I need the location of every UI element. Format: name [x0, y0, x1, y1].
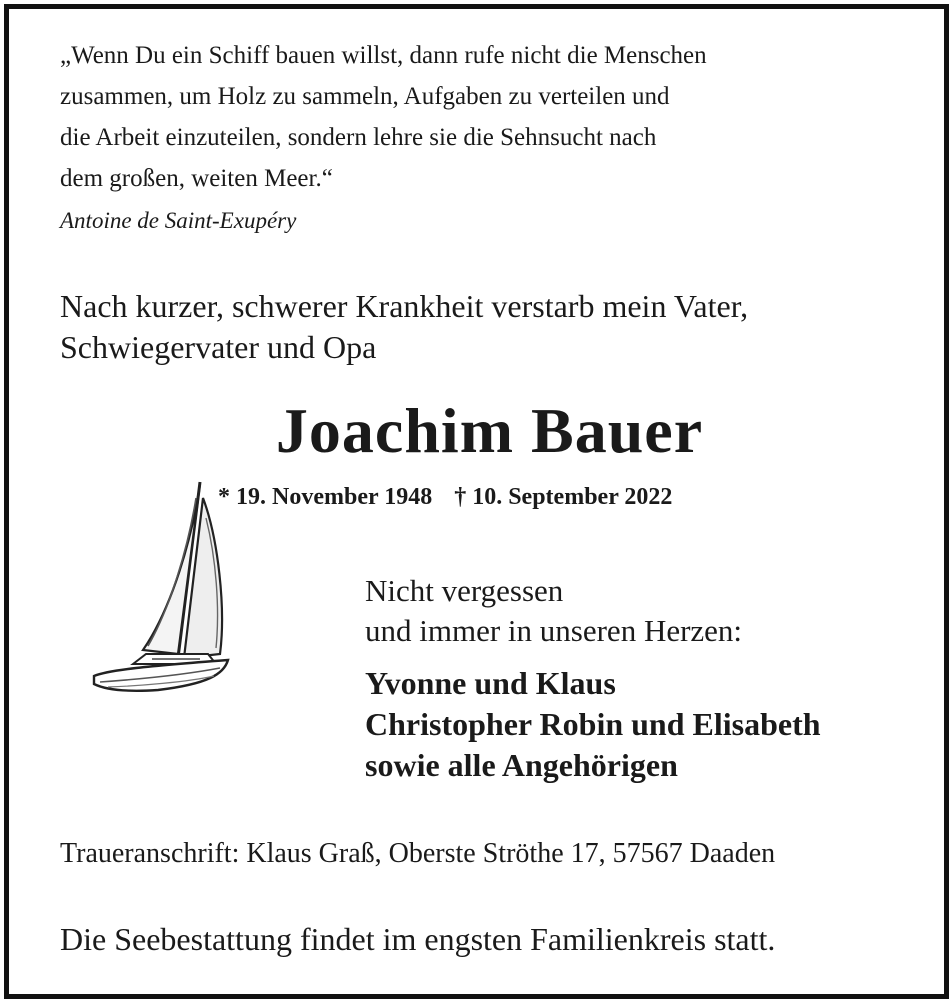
mourner-line: Yvonne und Klaus	[365, 665, 616, 701]
quote-author: Antoine de Saint-Exupéry	[60, 208, 297, 233]
birth-date: * 19. November 1948	[218, 484, 433, 510]
burial-notice: Die Seebestattung findet im engsten Familienkreis statt.	[60, 921, 776, 957]
quote-line: „Wenn Du ein Schiff bauen willst, dann rufe nicht die Menschen	[60, 42, 707, 69]
remembrance-line: Nicht vergessen	[365, 573, 564, 608]
mourner-line: sowie alle Angehörigen	[365, 747, 678, 783]
quote-line: zusammen, um Holz zu sammeln, Aufgaben zu verteilen und	[60, 83, 670, 110]
mourner-line: Christopher Robin und Elisabeth	[365, 706, 821, 742]
sailboat-icon	[88, 478, 233, 700]
deceased-name: Joachim Bauer	[275, 395, 704, 466]
death-date: † 10. September 2022	[454, 484, 673, 510]
intro-line: Schwiegervater und Opa	[60, 329, 377, 365]
quote-line: die Arbeit einzuteilen, sondern lehre sie die Sehnsucht nach	[60, 124, 657, 151]
life-dates	[218, 484, 672, 511]
intro-line: Nach kurzer, schwerer Krankheit verstarb mein Vater,	[60, 288, 749, 324]
mourning-address: Traueranschrift: Klaus Graß, Oberste Ströthe 17, 57567 Daaden	[60, 838, 776, 869]
quote-line: dem großen, weiten Meer.“	[60, 165, 333, 192]
remembrance-line: und immer in unseren Herzen:	[365, 613, 743, 648]
